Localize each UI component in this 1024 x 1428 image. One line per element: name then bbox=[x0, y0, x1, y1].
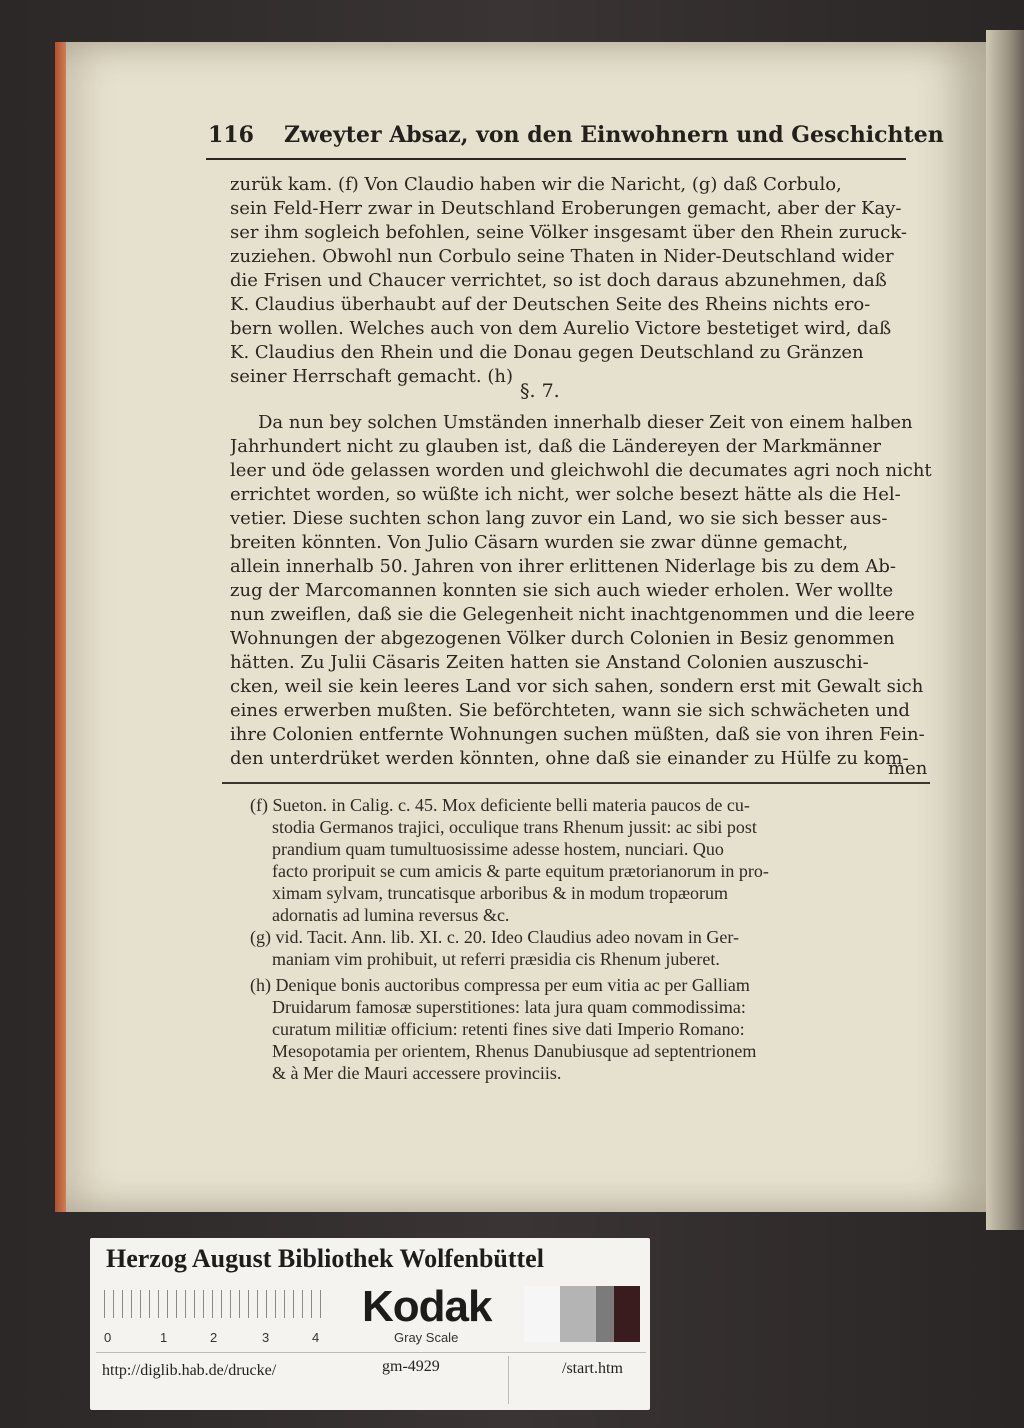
body-line: ihre Colonien entfernte Wohnungen suchen müßten, daß sie von ihren Fein- bbox=[230, 724, 925, 745]
ruler-digit: 2 bbox=[210, 1330, 218, 1345]
body-line: errichtet worden, so wüßte ich nicht, wer solche besezt hätte als die Hel- bbox=[230, 484, 901, 505]
footnote-line: facto proripuit se cum amicis & parte equitum prætorianorum in pro- bbox=[272, 861, 769, 881]
body-line: K. Claudius überhaubt auf der Deutschen Seite des Rheins nichts ero- bbox=[230, 294, 871, 315]
card-divider bbox=[96, 1352, 646, 1353]
footnote-line: ximam sylvam, truncatisque arboribus & in modum tropæorum bbox=[272, 883, 728, 903]
ruler-digit: 1 bbox=[160, 1330, 168, 1345]
url-right: /start.htm bbox=[562, 1360, 623, 1377]
body-line: hätten. Zu Julii Cäsaris Zeiten hatten sie Anstand Colonien auszuschi- bbox=[230, 652, 869, 673]
body-line: sein Feld-Herr zwar in Deutschland Eroberungen gemacht, aber der Kay- bbox=[230, 198, 902, 219]
running-head bbox=[208, 120, 944, 156]
footnote-line: Druidarum famosæ superstitiones: lata jura quam commodissima: bbox=[272, 997, 746, 1017]
footnote-line: curatum militiæ officium: retenti fines sive dati Imperio Romano: bbox=[272, 1019, 745, 1039]
url-left: http://diglib.hab.de/drucke/ bbox=[102, 1362, 277, 1379]
body-line: nun zweiflen, daß sie die Gelegenheit nicht inachtgenommen und die leere bbox=[230, 604, 915, 625]
shelfmark: gm-4929 bbox=[382, 1358, 440, 1375]
body-line: zurük kam. (f) Von Claudio haben wir die Naricht, (g) daß Corbulo, bbox=[230, 174, 842, 195]
body-line: seiner Herrschaft gemacht. (h) bbox=[230, 366, 513, 387]
body-line: allein innerhalb 50. Jahren von ihrer erlittenen Niderlage bis zu dem Ab- bbox=[230, 556, 896, 577]
footnote-line: maniam vim prohibuit, ut referri præsidia cis Rhenum juberet. bbox=[272, 949, 720, 969]
ruler-digit: 4 bbox=[312, 1330, 320, 1345]
catchword: men bbox=[888, 758, 928, 779]
ruler-digit: 0 bbox=[104, 1330, 112, 1345]
gray-swatch bbox=[614, 1286, 640, 1342]
body-line: leer und öde gelassen worden und gleichwohl die decumates agri noch nicht bbox=[230, 460, 932, 481]
footnote-line: & à Mer die Mauri accessere provinciis. bbox=[272, 1063, 562, 1083]
page-fold bbox=[986, 30, 1024, 1230]
footnote-line: stodia Germanos trajici, occulique trans Rhenum jussit: ac sibi post bbox=[272, 817, 757, 837]
page-number: 116 bbox=[208, 122, 254, 148]
ruler-digit: 3 bbox=[262, 1330, 270, 1345]
gray-scale-label: Gray Scale bbox=[394, 1330, 459, 1345]
body-line: cken, weil sie kein leeres Land vor sich sahen, sondern erst mit Gewalt sich bbox=[230, 676, 924, 697]
body-line: breiten könnten. Von Julio Cäsarn wurden sie zwar dünne gemacht, bbox=[230, 532, 849, 553]
section-heading: §. 7. bbox=[520, 380, 560, 402]
footnote-line: (f) Sueton. in Calig. c. 45. Mox deficiente belli materia paucos de cu- bbox=[250, 795, 750, 815]
body-line: den unterdrüket werden könnten, ohne daß sie einander zu Hülfe zu kom- bbox=[230, 748, 909, 769]
library-name: Herzog August Bibliothek Wolfenbüttel bbox=[106, 1244, 544, 1273]
footnote-rule bbox=[222, 782, 930, 784]
running-title: Zweyter Absaz, von den Einwohnern und Geschichten bbox=[284, 122, 944, 148]
gray-swatch bbox=[560, 1286, 596, 1342]
gray-swatch bbox=[524, 1286, 560, 1342]
body-line: bern wollen. Welches auch von dem Aurelio Victore bestetiget wird, daß bbox=[230, 318, 892, 339]
header-rule bbox=[206, 158, 906, 160]
body-line: Da nun bey solchen Umständen innerhalb dieser Zeit von einem halben bbox=[258, 412, 913, 433]
footnote-line: prandium quam tumultuosissime adesse hostem, nunciari. Quo bbox=[272, 839, 724, 859]
kodak-logo: Kodak bbox=[362, 1282, 492, 1331]
footnote-line: (h) Denique bonis auctoribus compressa per eum vitia ac per Galliam bbox=[250, 975, 750, 995]
card-divider bbox=[508, 1356, 509, 1404]
footnote-line: Mesopotamia per orientem, Rhenus Danubiusque ad septentrionem bbox=[272, 1041, 757, 1061]
body-line: zuziehen. Obwohl nun Corbulo seine Thaten in Nider-Deutschland wider bbox=[230, 246, 894, 267]
ruler bbox=[104, 1290, 324, 1318]
body-line: K. Claudius den Rhein und die Donau gegen Deutschland zu Gränzen bbox=[230, 342, 864, 363]
body-line: Wohnungen der abgezogenen Völker durch Colonien in Besiz genommen bbox=[230, 628, 895, 649]
body-line: Jahrhundert nicht zu glauben ist, daß die Ländereyen der Markmänner bbox=[230, 436, 882, 457]
body-line: zug der Marcomannen konnten sie sich auch wieder erholen. Wer wollte bbox=[230, 580, 894, 601]
body-line: vetier. Diese suchten schon lang zuvor ein Land, wo sie sich besser aus- bbox=[230, 508, 888, 529]
body-line: die Frisen und Chaucer verrichtet, so ist doch daraus abzunehmen, daß bbox=[230, 270, 887, 291]
footnote-line: adornatis ad lumina reversus &c. bbox=[272, 905, 510, 925]
body-line: eines erwerben mußten. Sie beförchteten, wann sie sich schwächeten und bbox=[230, 700, 910, 721]
body-line: ser ihm sogleich befohlen, seine Völker insgesamt über den Rhein zuruck- bbox=[230, 222, 907, 243]
footnote-line: (g) vid. Tacit. Ann. lib. XI. c. 20. Ideo Claudius adeo novam in Ger- bbox=[250, 927, 739, 947]
